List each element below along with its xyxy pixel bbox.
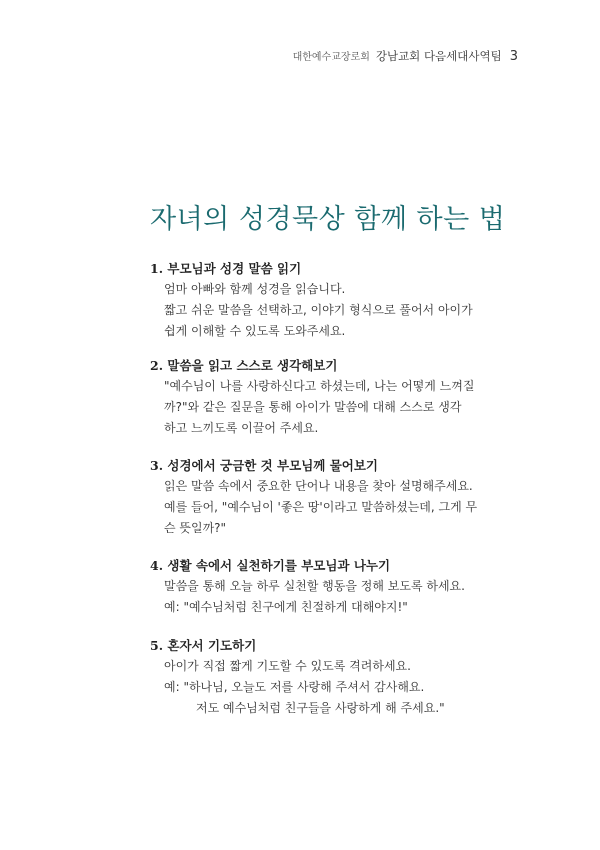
section-line: 말씀을 통해 오늘 하루 실천할 행동을 정해 보도록 하세요. [164,579,465,593]
page-number: 3 [509,49,518,64]
section-heading: 1. 부모님과 성경 말씀 읽기 [150,261,302,276]
section-line: 슨 뜻일까?" [164,521,227,535]
section-line: 예: "예수님처럼 친구에게 친절하게 대해야지!" [164,600,408,614]
section-5 [150,636,530,719]
section-line: 아이가 직접 짧게 기도할 수 있도록 격려하세요. [164,659,411,673]
section-3 [150,456,530,539]
section-heading: 2. 말씀을 읽고 스스로 생각해보기 [150,358,338,373]
page-header [293,48,518,64]
section-line: 짧고 쉬운 말씀을 선택하고, 이야기 형식으로 풀어서 아이가 [164,303,473,317]
section-2 [150,356,530,439]
section-1 [150,259,530,342]
section-line: "예수님이 나를 사랑하신다고 하셨는데, 나는 어떻게 느껴질 [164,379,475,393]
section-line: 예를 들어, "예수님이 '좋은 땅'이라고 말씀하셨는데, 그게 무 [164,500,478,514]
section-line: 엄마 아빠와 함께 성경을 읽습니다. [164,282,346,296]
section-line: 읽은 말씀 속에서 중요한 단어나 내용을 찾아 설명해주세요. [164,479,473,493]
section-heading: 4. 생활 속에서 실천하기를 부모님과 나누기 [150,558,391,573]
section-line: 까?"와 같은 질문을 통해 아이가 말씀에 대해 스스로 생각 [164,400,462,414]
section-4 [150,556,530,618]
page-title: 자녀의 성경묵상 함께 하는 법 [150,204,506,235]
section-heading: 5. 혼자서 기도하기 [150,638,257,653]
section-heading: 3. 성경에서 궁금한 것 부모님께 물어보기 [150,458,379,473]
section-line: 하고 느끼도록 이끌어 주세요. [164,421,319,435]
header-team: 강남교회 다음세대사역팀 [375,49,502,63]
section-line: 예: "하나님, 오늘도 저를 사랑해 주셔서 감사해요. [164,680,425,694]
header-org: 대한예수교장로회 [292,52,370,63]
section-line: 쉽게 이해할 수 있도록 도와주세요. [164,324,346,338]
section-line: 저도 예수님처럼 친구들을 사랑하게 해 주세요." [196,701,445,715]
